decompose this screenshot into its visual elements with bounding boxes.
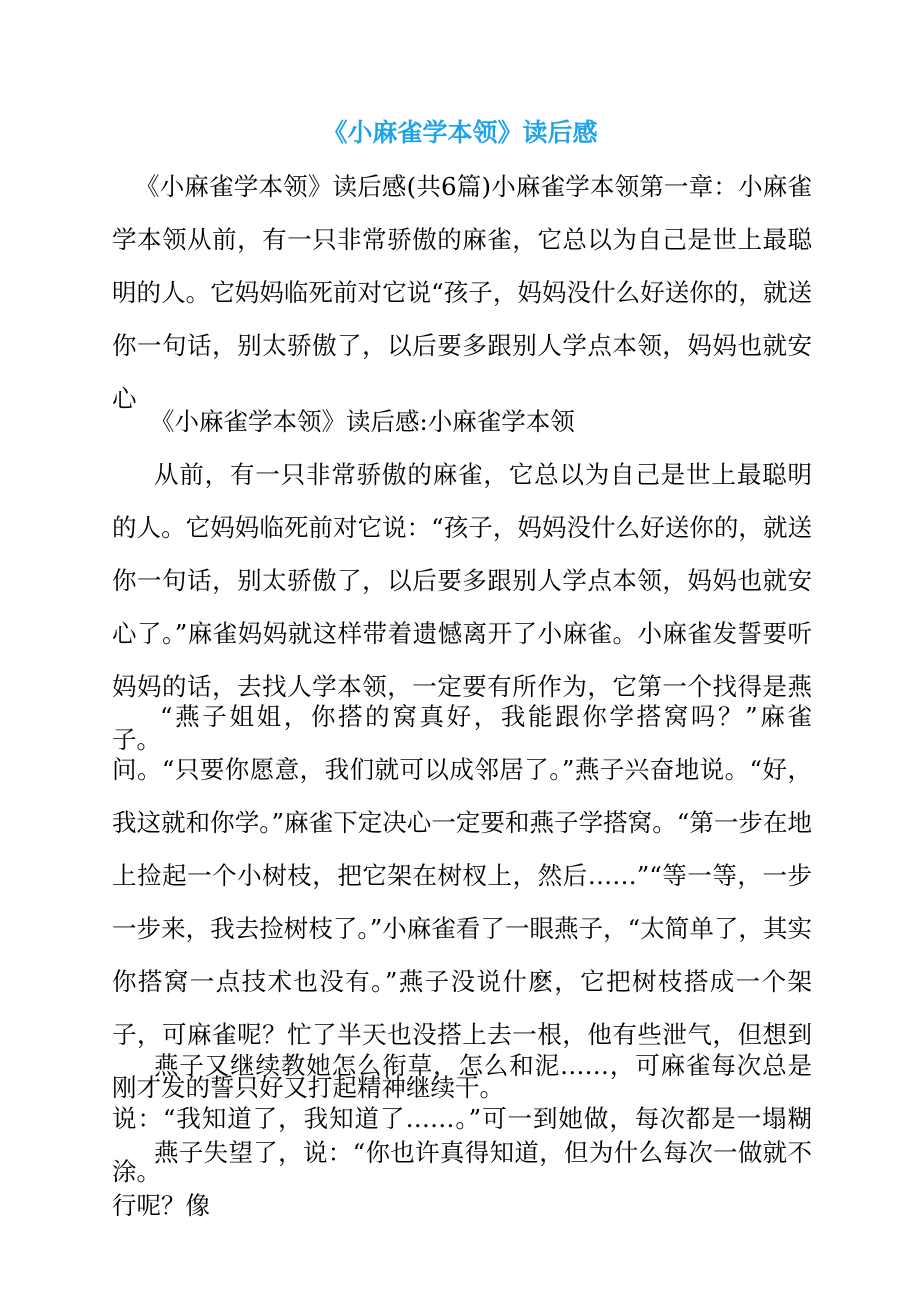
body-paragraph: 燕子又继续教她怎么衔草，怎么和泥……，可麻雀每次总是说：“我知道了，我知道了……。”可一到她做，每次都是一塌糊涂。 bbox=[112, 1051, 812, 1186]
section-subtitle: 《小麻雀学本领》读后感:小麻雀学本领 bbox=[150, 407, 575, 436]
body-paragraph: 从前，有一只非常骄傲的麻雀，它总以为自己是世上最聪明的人。它妈妈临死前对它说：“孩子，妈妈没什么好送你的，就送你一句话，别太骄傲了，以后要多跟别人学点本领，妈妈也就安心了。”麻雀妈妈就这样带着遗憾离开了小麻雀。小麻雀发誓要听妈妈的话，去找人学本领，一定要有所作为，它第一个找得是燕子。 bbox=[112, 460, 812, 754]
body-paragraph: 燕子失望了，说：“你也许真得知道，但为什么每次一做就不行呢？像 bbox=[112, 1138, 812, 1220]
page-title: 《小麻雀学本领》读后感 bbox=[322, 118, 598, 147]
body-paragraph: “燕子姐姐，你搭的窝真好，我能跟你学搭窝吗？”麻雀问。“只要你愿意，我们就可以成邻居了。”燕子兴奋地说。“好，我这就和你学。”麻雀下定决心一定要和燕子学搭窝。“第一步在地上捡起一个小树枝，把它架在树杈上，然后……”“等一等，一步一步来，我去捡树枝了。”小麻雀看了一眼燕子，“太简单了，其实你搭窝一点技术也没有。”燕子没说什麽，它把树枝搭成一个架子，可麻雀呢？忙了半天也没搭上去一根，他有些泄气，但想到刚才发的誓只好又打起精神继续干。 bbox=[112, 702, 812, 1102]
intro-paragraph: 《小麻雀学本领》读后感(共6篇)小麻雀学本领第一章：小麻雀学本领从前，有一只非常骄傲的麻雀，它总以为自己是世上最聪明的人。它妈妈临死前对它说“孩子，妈妈没什么好送你的，就送你一句话，别太骄傲了，以后要多跟别人学点本领，妈妈也就安心 bbox=[112, 172, 812, 413]
